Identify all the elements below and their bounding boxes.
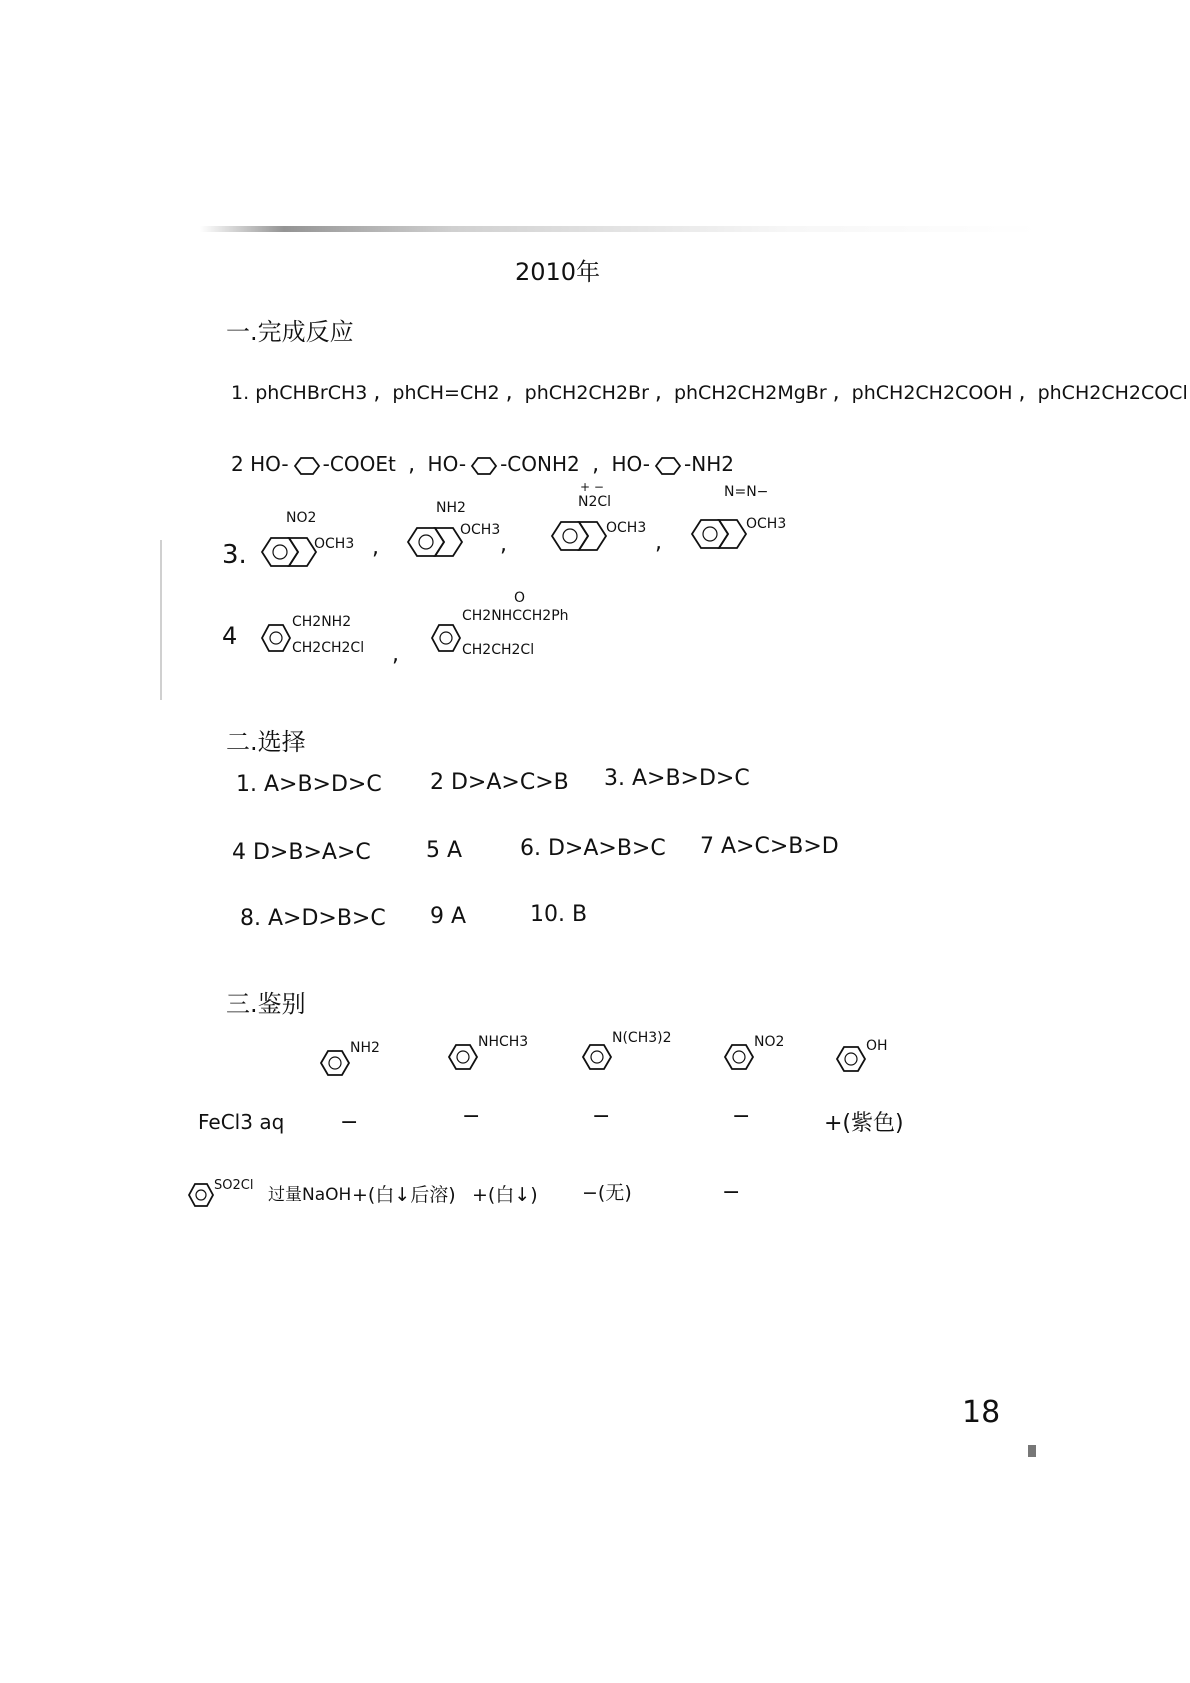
reagent-label: FeCl3 aq (198, 1110, 285, 1134)
section3-heading: 三.鉴别 (226, 990, 306, 1018)
compound-substituent: N(CH3)2 (612, 1030, 672, 1046)
cyclohexane-ring-icon (650, 455, 684, 477)
answer: 6. D>A>B>C (520, 836, 666, 861)
cyclohexane-ring-icon (289, 455, 323, 477)
q2-item (250, 452, 402, 476)
q1-item: phCH2CH2COCl (1037, 382, 1188, 404)
q1-item: phCHBrCH3 (255, 382, 368, 404)
q2-item (611, 452, 734, 476)
answer: 7 A>C>B>D (700, 834, 839, 859)
q3-top-group: N=N− (724, 484, 769, 500)
answer: 5 A (426, 838, 463, 863)
q2-item-right: -CONH2 (500, 452, 580, 476)
test-result: − (722, 1180, 741, 1205)
benzene-ring-icon (428, 620, 464, 656)
q3-top-group: NH2 (436, 500, 466, 516)
page-number: 18 (962, 1395, 1001, 1430)
compound-substituent: NO2 (754, 1034, 785, 1050)
q2-item-left: HO- (611, 452, 651, 476)
q1-item: phCH2CH2COOH (851, 382, 1013, 404)
q3-structure (258, 510, 378, 580)
scan-mark (1028, 1445, 1036, 1457)
q1-number: 1. (231, 382, 250, 404)
q3-side-group: OCH3 (460, 522, 501, 538)
answer: 4 D>B>A>C (232, 840, 371, 865)
answer: 2 D>A>C>B (430, 770, 569, 795)
answer: 3. A>B>D>C (604, 766, 750, 791)
answer: 10. B (530, 902, 588, 927)
benzene-ring-icon (722, 1040, 756, 1074)
benzene-ring-icon (318, 1046, 352, 1080)
reagent-substituent: SO2Cl (214, 1178, 254, 1193)
q2-number: 2 (231, 452, 244, 476)
q3-side-group: OCH3 (606, 520, 647, 536)
compound-substituent: OH (866, 1038, 888, 1054)
q4-lower-group: CH2CH2Cl (462, 642, 535, 658)
q3-side-group: OCH3 (746, 516, 787, 532)
test-result: −(无) (582, 1182, 632, 1204)
scan-shadow-left (160, 540, 162, 700)
compound-substituent: NHCH3 (478, 1034, 529, 1050)
q3-structure (688, 484, 808, 574)
answer: 8. A>D>B>C (240, 906, 386, 931)
q3-structure (548, 480, 668, 570)
q4-structure (428, 590, 608, 670)
q2-line: 2 HO- -COOEt , HO- -CONH2 , HO- -NH2 (231, 452, 734, 477)
test-result: +(白↓后溶) (352, 1184, 456, 1206)
cyclohexane-ring-icon (466, 455, 500, 477)
q4-lower-group: CH2CH2Cl (292, 640, 365, 656)
q2-item-left: HO- (427, 452, 467, 476)
answer: 9 A (430, 904, 467, 929)
q4-upper-group: CH2NHCCH2Ph (462, 608, 569, 624)
reagent-label: 过量NaOH (268, 1185, 352, 1205)
q3-number: 3. (222, 540, 247, 570)
compound-substituent: NH2 (350, 1040, 380, 1056)
test-result: − (732, 1104, 751, 1129)
q4-upper-group: CH2NH2 (292, 614, 352, 630)
q4-number: 4 (222, 622, 238, 650)
benzene-ring-icon (186, 1180, 216, 1210)
compound (722, 1034, 832, 1078)
scan-shadow-top (200, 226, 1040, 232)
section2-heading: 二.选择 (226, 728, 306, 756)
test-result: − (462, 1104, 481, 1129)
q3-top-group: N2Cl (578, 494, 612, 510)
reagent-structure (186, 1174, 352, 1218)
q1-item: phCH=CH2 (392, 382, 500, 404)
test-result: − (592, 1104, 611, 1129)
test-result: +(紫色) (824, 1111, 904, 1136)
q3-top-group: NO2 (286, 510, 317, 526)
q1-line: 1. phCHBrCH3 , phCH=CH2 , phCH2CH2Br , phCH2CH2MgBr , phCH2CH2COOH , phCH2CH2COCl (231, 380, 1188, 405)
q2-item-right: -COOEt (322, 452, 396, 476)
page-title: 2010年 (515, 258, 601, 286)
q1-item: phCH2CH2Br (524, 382, 649, 404)
benzene-ring-icon (834, 1042, 868, 1076)
q4-carbonyl-oxygen: O (514, 590, 526, 606)
q2-item (428, 452, 587, 476)
q2-item-left: HO- (250, 452, 289, 476)
test-result: +(白↓) (472, 1184, 538, 1206)
q1-item: phCH2CH2MgBr (673, 382, 827, 404)
answer: 1. A>B>D>C (236, 772, 382, 797)
test-result: − (340, 1110, 359, 1135)
compound (446, 1034, 556, 1078)
benzene-ring-icon (258, 620, 294, 656)
q2-item-right: -NH2 (684, 452, 734, 476)
q3-charge: + − (580, 480, 604, 494)
q4-structure (258, 612, 378, 672)
compound (318, 1040, 428, 1084)
compound (580, 1030, 690, 1080)
benzene-ring-icon (446, 1040, 480, 1074)
q3-side-group: OCH3 (314, 536, 355, 552)
section1-heading: 一.完成反应 (226, 318, 354, 346)
benzene-ring-icon (580, 1040, 614, 1074)
compound (834, 1036, 944, 1080)
